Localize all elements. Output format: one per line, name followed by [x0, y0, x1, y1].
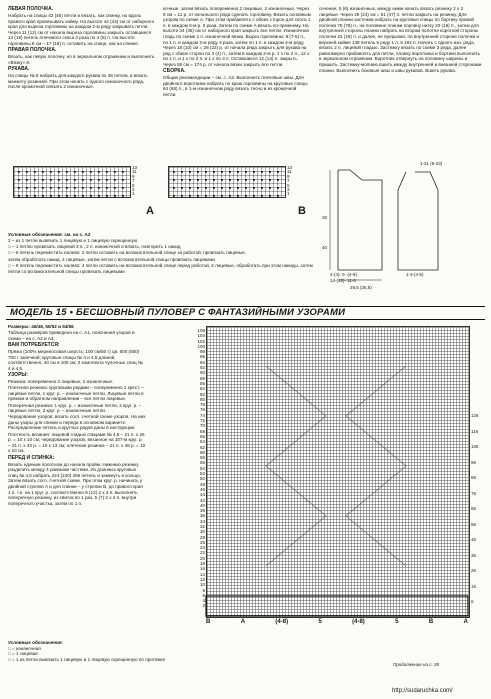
- row-number: 5: [287, 182, 290, 188]
- assembly-text: Общие рекомендации – см. с. А2. Выполнить плечевые швы. Для двойного воротника набрать по краю горловины на круговые спицы 64 (66) п., в 1-м изнаночном ряду вязать тесно и из кромочной петли.: [163, 75, 308, 97]
- cross-rib-pattern: Поперечная резинка: 1 круг. р. – изнаночные петли, 2 круг. р. – лицевые петли, 3 круг. р. – изнаночные петли.: [8, 402, 142, 414]
- cable-motif-line: [266, 366, 326, 566]
- sizes-note: Таблица размеров приведена на с. А1, пояснения узоров и схема – на с. А2 и А3.: [8, 330, 135, 341]
- row-number: 7: [287, 178, 290, 184]
- model-title-band: [6, 306, 485, 320]
- sleeve-outline: [398, 172, 438, 270]
- row-number: 9: [132, 173, 135, 179]
- rib-band: [206, 596, 468, 616]
- diagram-b-label: B: [298, 205, 306, 217]
- row-number: 1: [287, 191, 290, 197]
- sleeves-heading: РУКАВА.: [8, 65, 30, 72]
- legend-b-title: Условные обозначения:: [8, 640, 64, 645]
- legend-a: [8, 232, 318, 275]
- diagram-a-label: A: [146, 205, 154, 217]
- chart-bottom-labels: B A (4-8) 5 (4-8) 5 B A: [206, 619, 468, 625]
- right-front-text: Вязать, как левую полочку, но в зеркальном отражении и выполнить «Вязку» 8.: [8, 54, 155, 65]
- plait-pattern: Плетеная резинка: круговыми рядами – попеременно 1 крест. – лицевые петли, 1 круг. р. – изнаночные петли. Лицевые петли в прямом и обратном направлении – все петли лицевые.: [8, 385, 144, 402]
- diagram-a-chart: [13, 166, 131, 198]
- row-number: 1: [132, 191, 135, 197]
- left-back-heading: ЛЕВАЯ ПОЛОЧКА.: [8, 6, 54, 12]
- legend-a-item: □ – 6 петель переместить налево: 2 петли оставить на вспомогательной спице за работой, провязать лицевые,: [8, 250, 247, 256]
- body-outline: [338, 170, 382, 270]
- continuation-note: Продолжение на с. 28: [393, 662, 440, 667]
- assembly-heading: СБОРКА.: [163, 68, 186, 75]
- row-number: 5: [132, 182, 135, 188]
- schematic-side-dim: 40: [322, 245, 328, 250]
- row-number: 3: [132, 187, 135, 193]
- gauge: Плотность вязания: лицевой гладью спицами № 4,5 – 21 п. х 25 р. = 10 х 10 см; чередование узоров, вязанное на 107-м круг. р. – 21 п. х 33 р. = 10 х 13 см; плетеная резинка – 21 п. х 36 р. = 10 х 10 см.: [8, 431, 146, 454]
- legend-a-item: затем обработать накид. 4 лицевые, затем петли с вспомогательной спицы провязать лицевыми: [8, 256, 215, 262]
- legend-b-item: □ = изнаночная: [8, 645, 41, 651]
- alternating-patterns: Чередование узоров: вязать согл. счетной схеме узоров. На них даны узоры для спинки и переда в основном варианте. Распределение петель и круглых рядов даны в инструкции.: [8, 414, 146, 431]
- right-front-heading: ПРАВАЯ ПОЛОЧКА.: [8, 47, 57, 54]
- front-back-text: Вязать единым полотном до начала пройм. Нижнюю резинку разделить между 4 равными частями. Из длинных круговых спиц № 4,5 набрать 224 (240) 256 петель и замкнуть в кольцо. Затем вязать согл. счетной схеме. При этом круг. р. начинать у двойной стрелки A и для спинки – у стрелки B, до правого края 1 п. т.е. на 1 круг. р. соответственно 9 (12) 2 х 4 п. выполнять поперечную резинку, из свиток по 1 раз, 5 (7) 2 х 4 п. внутри поперечного участка, затем по 1 п.: [8, 461, 143, 506]
- model-instructions: [8, 324, 146, 507]
- patterns-heading: УЗОРЫ:: [8, 371, 28, 378]
- row-number: 11: [132, 169, 137, 175]
- row-number: 3: [287, 187, 290, 193]
- legend-b-item: □ = 1 из петли вывязать 1 лицевую и 1 лицевую скрещенную по протяжке: [8, 656, 166, 662]
- legend-b-item: □ = 1 лицевая: [8, 651, 38, 657]
- legend-a-title: Условные обозначения: см. на с. А2: [8, 232, 91, 237]
- schematic-bottom-dim: 4-(4)- 5 -(4-5): [330, 272, 358, 277]
- model-title: МОДЕЛЬ 15 • БЕСШОВНЫЙ ПУЛОВЕР С ФАНТАЗИЙНЫМИ УЗОРАМИ: [10, 307, 346, 318]
- middle-body-text: кочные, затем вязать попеременно 2 лицевые, 2 изнаночные. Через 5 см = 11 р. от начального ряда сделать горловину. Вязать основным узором по схеме A. При этом прибавлять с обеих сторон для скоса 1 п. в каждом 6-м р. 3 раза. Затем по схеме A вязать по-прежнему. На высоте 34 (36) см от наборного края закрыть все петли. Изнаночная гладь по схеме 1 п. изнаночной вязки. Вырез горловины: 8 (7-5) п., по 1 п. в каждом 2-м ряду 3 раза, затем по 1 п. в каждом 4-м ряду. Через 18 (10) см = 28 (22) р. от начала ряда закрыть для рукава на ряд с обеих сторон по 3 (4) п., затем в каждом 2-м р. 1 х по 2 п., 12 х по 1 п. и 1 х по 2 п. и 1 х по 3 п. Оставшиеся 12 (14) п. закрыть. Через 58 см = 174 р. от начала вязки закрыть все петли.: [163, 6, 311, 67]
- middle-text-section: [163, 6, 311, 98]
- legend-a-item: □ – 1 петлю провязать лицевой 3 п., 2 п. изнаночной и вязать, повторить 1 накид: [8, 243, 181, 249]
- rib-pattern: Резинка: попеременно 2 лицевые, 2 изнаночные.: [8, 378, 114, 384]
- schematic-sleeve-dim: 1-3-(4-5): [406, 272, 424, 277]
- cable-motif-line: [346, 366, 406, 566]
- diagram-a-row-numbers: [132, 166, 137, 197]
- schematic-bottom-dim: 29,5 (35,5): [350, 285, 372, 290]
- chart-left-row-numbers: 106 104 102 100 98 96 94 92 90 88 86 84 82 80 78 76 74 72 70 68 66 64 62 60 58 56 54 52 50 48 46 44 42 40 38 36 34 32 30 28 26 24 22 20 18 16 14 12 10 8 6 4 2: [197, 328, 205, 609]
- chart-right-row-numbers: 126 116 106 96 86 76 66 56 46 36 26 16 6: [471, 413, 479, 604]
- schematic-bottom-dim: 14-(15)- 11-5: [330, 278, 356, 283]
- sizes: Размеры: 46/48, 50/52 и 54/56: [8, 324, 74, 329]
- right-text-section: [319, 6, 483, 74]
- materials-heading: ВАМ ПОТРЕБУЕТСЯ:: [8, 341, 60, 348]
- diagram-b-row-numbers: [287, 166, 292, 197]
- row-number: 7: [132, 178, 135, 184]
- row-number: 11: [287, 169, 292, 175]
- materials-text: Пряжа (100% мериносовая шерсть; 100 см/50 г) цв. 600 (650) 700 г запечной; круговые спицы № 4 и 4,5 длиной, соответственно, 40 см и 100 см; 2 комплекта чулочных спиц № 4 и 4,5.: [8, 348, 143, 371]
- front-back-heading: ПЕРЕД И СПИНКА:: [8, 454, 55, 461]
- schematic-top-dim: 1-21 (5-23): [420, 161, 443, 166]
- legend-b: [8, 640, 198, 662]
- row-number: 13: [287, 165, 293, 170]
- diagram-b-chart: [168, 166, 286, 198]
- legend-a-item: 2 – из 1 петли вывязать 1 лицевую и 1 лицевую скрещенную: [8, 237, 138, 243]
- chart-motif-overlay: [206, 326, 468, 616]
- sleeves-text: На спицы № 6 набрать для каждого рукава по 38 петель и вязать манжету резинкой. При этом начать с одного изнаночного ряда, после кромочной связать 2 изнаночные.: [8, 72, 148, 90]
- schematic-side-dim: 30: [322, 215, 328, 220]
- row-number: 13: [132, 165, 138, 170]
- left-back-section: [8, 6, 156, 90]
- legend-a-item: □ – 8 петель переместить налево: 4 петли оставить на вспомогательной спице перед работой, 2 лицевые, обработать при этом накиды, затем петли со вспомогательной спицы провязать лицевыми: [8, 263, 313, 274]
- source-url[interactable]: http://sudaruchka.com/: [392, 688, 453, 694]
- row-number: 9: [287, 173, 290, 179]
- right-body-text: сечение, 5 (6) изнаночных, между ними начать вязать резинку 2 х 2 лицевые. Через 28 (24) см = 51 (47) п. петли закрыть на резинку. Для двойной планки застежки набрать на круговые спицы по бортику правой полочки 76 (78) п., на половине планки поровну нитку 20 (18) п., затем для внутренней стороны планки набрать на втором полотне короткой стороны полочки 23 (18) п. и далее, не прерывая, по внутренней стороне полочки и верхней кайме 138 петель в ряду 1 п. в 192 п. Начать с одного изн. ряда, вязать 2 п. лицевой гладью. Застежку вязать по схеме 3 ряда, далее равномерно прибавлять для петли, планку воротника и бортики выполнить в зеркальном отражении. Воротник отвернуть на половину ширины и пришить. Застежку-молнию вшить между внутренней и внешней сторонами планки. Выполнить боковые швы и швы рукавов. Вшить рукава.: [319, 6, 482, 73]
- left-back-text: Набрать на спицы 42 (46) петли и вязать, как спинку, но вдоль правого края провязывать кайму. На высоте 42 (44) см от наборного края для выреза горловины на каждом 2-м ряду закрывать петли. Через 11 (12) см от начала выреза горловины закрыть оставшиеся 14 (16) петель плечевого скоса 3 раза по 4 (5) п. На высоте горловины 6 см – 17 (18) п. оставить на спице, как на спинке.: [8, 13, 155, 46]
